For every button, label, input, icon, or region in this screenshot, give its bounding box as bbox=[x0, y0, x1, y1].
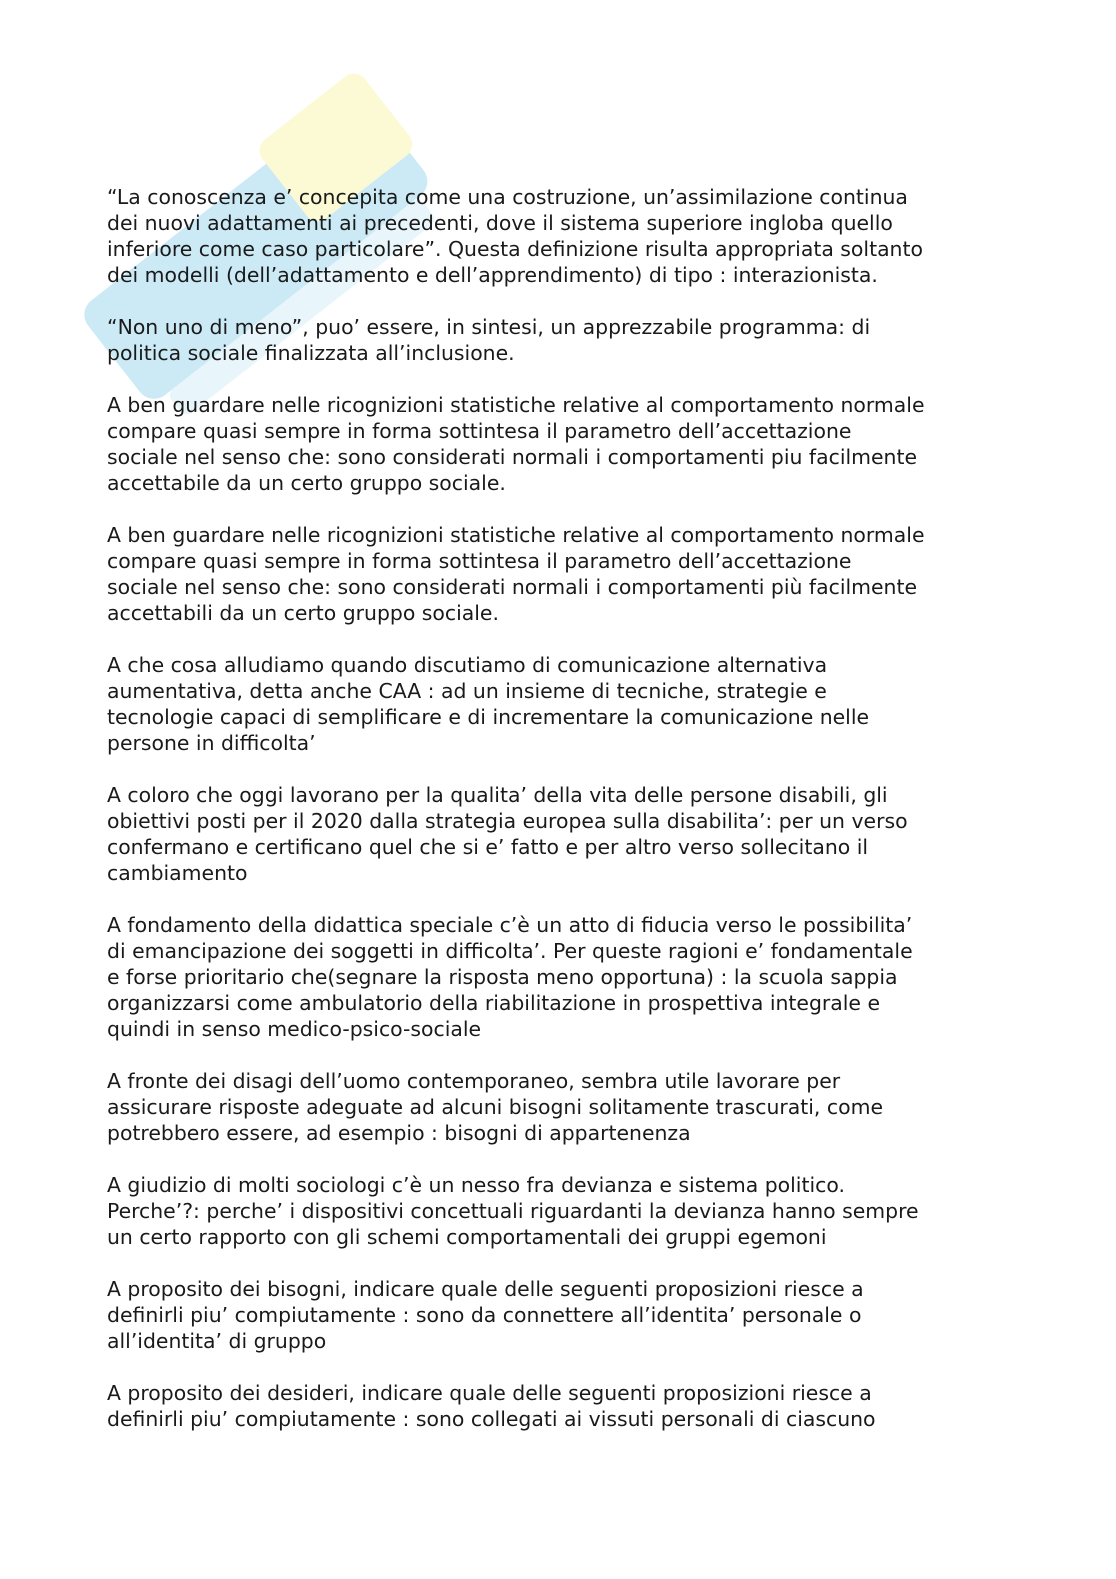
text-line: politica sociale finalizzata all’inclusione. bbox=[107, 341, 515, 365]
text-line: persone in difficolta’ bbox=[107, 731, 316, 755]
text-line: accettabili da un certo gruppo sociale. bbox=[107, 601, 499, 625]
text-line: A fondamento della didattica speciale c’è un atto di fiducia verso le possibilita’ bbox=[107, 913, 913, 937]
text-line: dei modelli (dell’adattamento e dell’apprendimento) di tipo : interazionista. bbox=[107, 263, 878, 287]
text-line: A fronte dei disagi dell’uomo contemporaneo, sembra utile lavorare per bbox=[107, 1069, 841, 1093]
question-answer-paragraph bbox=[107, 522, 1012, 626]
text-line: “La conoscenza e’ concepita come una costruzione, un’assimilazione continua bbox=[107, 185, 908, 209]
text-line: compare quasi sempre in forma sottintesa il parametro dell’accettazione bbox=[107, 549, 852, 573]
text-line: “Non uno di meno”, puo’ essere, in sintesi, un apprezzabile programma: di bbox=[107, 315, 871, 339]
question-answer-paragraph bbox=[107, 184, 1012, 288]
text-line: di emancipazione dei soggetti in difficolta’. Per queste ragioni e’ fondamentale bbox=[107, 939, 913, 963]
question-answer-paragraph bbox=[107, 652, 1012, 756]
text-line: Perche’?: perche’ i dispositivi concettuali riguardanti la devianza hanno sempre bbox=[107, 1199, 919, 1223]
text-line: A giudizio di molti sociologi c’è un nesso fra devianza e sistema politico. bbox=[107, 1173, 845, 1197]
text-line: A ben guardare nelle ricognizioni statistiche relative al comportamento normale bbox=[107, 393, 925, 417]
text-line: quindi in senso medico-psico-sociale bbox=[107, 1017, 482, 1041]
text-line: obiettivi posti per il 2020 dalla strategia europea sulla disabilita’: per un verso bbox=[107, 809, 908, 833]
text-line: confermano e certificano quel che si e’ fatto e per altro verso sollecitano il bbox=[107, 835, 869, 859]
text-line: A proposito dei bisogni, indicare quale delle seguenti proposizioni riesce a bbox=[107, 1277, 864, 1301]
text-line: cambiamento bbox=[107, 861, 248, 885]
text-line: A che cosa alludiamo quando discutiamo di comunicazione alternativa bbox=[107, 653, 828, 677]
text-line: A proposito dei desideri, indicare quale delle seguenti proposizioni riesce a bbox=[107, 1381, 872, 1405]
text-line: aumentativa, detta anche CAA : ad un insieme di tecniche, strategie e bbox=[107, 679, 827, 703]
question-answer-paragraph bbox=[107, 392, 1012, 496]
text-line: all’identita’ di gruppo bbox=[107, 1329, 327, 1353]
text-line: sociale nel senso che: sono considerati normali i comportamenti più facilmente bbox=[107, 575, 918, 599]
text-line: assicurare risposte adeguate ad alcuni bisogni solitamente trascurati, come bbox=[107, 1095, 883, 1119]
text-line: inferiore come caso particolare”. Questa definizione risulta appropriata soltanto bbox=[107, 237, 923, 261]
question-answer-paragraph bbox=[107, 1068, 1012, 1146]
text-line: tecnologie capaci di semplificare e di incrementare la comunicazione nelle bbox=[107, 705, 870, 729]
document-body bbox=[107, 184, 1012, 1458]
question-answer-paragraph bbox=[107, 782, 1012, 886]
text-line: definirli piu’ compiutamente : sono collegati ai vissuti personali di ciascuno bbox=[107, 1407, 876, 1431]
text-line: potrebbero essere, ad esempio : bisogni di appartenenza bbox=[107, 1121, 691, 1145]
text-line: compare quasi sempre in forma sottintesa il parametro dell’accettazione bbox=[107, 419, 852, 443]
text-line: e forse prioritario che(segnare la risposta meno opportuna) : la scuola sappia bbox=[107, 965, 898, 989]
text-line: definirli piu’ compiutamente : sono da connettere all’identita’ personale o bbox=[107, 1303, 862, 1327]
question-answer-paragraph bbox=[107, 1172, 1012, 1250]
text-line: sociale nel senso che: sono considerati normali i comportamenti piu facilmente bbox=[107, 445, 918, 469]
question-answer-paragraph bbox=[107, 314, 1012, 366]
text-line: organizzarsi come ambulatorio della riabilitazione in prospettiva integrale e bbox=[107, 991, 881, 1015]
text-line: dei nuovi adattamenti ai precedenti, dove il sistema superiore ingloba quello bbox=[107, 211, 893, 235]
text-line: A ben guardare nelle ricognizioni statistiche relative al comportamento normale bbox=[107, 523, 925, 547]
question-answer-paragraph bbox=[107, 912, 1012, 1042]
text-line: accettabile da un certo gruppo sociale. bbox=[107, 471, 506, 495]
question-answer-paragraph bbox=[107, 1380, 1012, 1432]
text-line: un certo rapporto con gli schemi comportamentali dei gruppi egemoni bbox=[107, 1225, 827, 1249]
text-line: A coloro che oggi lavorano per la qualita’ della vita delle persone disabili, gli bbox=[107, 783, 888, 807]
question-answer-paragraph bbox=[107, 1276, 1012, 1354]
